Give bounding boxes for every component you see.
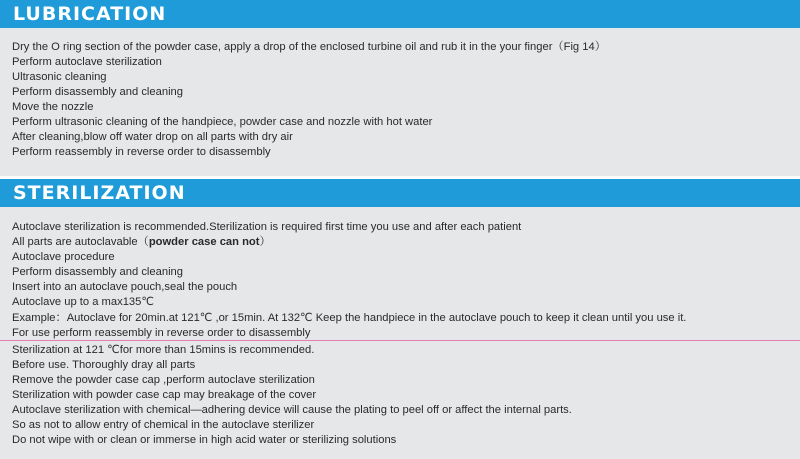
- lubrication-header: [0, 0, 800, 28]
- sterilization-line: Sterilization with powder case cap may breakage of the cover: [12, 389, 317, 401]
- lubrication-line: Perform autoclave sterilization: [12, 56, 162, 68]
- lubrication-body: [0, 28, 800, 176]
- parts-prefix: All parts are autoclavable（: [12, 236, 149, 248]
- sterilization-line: Autoclave up to a max135℃: [12, 296, 154, 308]
- parts-suffix: ）: [259, 236, 271, 248]
- lubrication-line: Dry the O ring section of the powder case, apply a drop of the enclosed turbine oil and rub it in the your finger（Fig 14）: [12, 41, 606, 53]
- lubrication-line: Move the nozzle: [12, 101, 94, 113]
- sterilization-line: So as not to allow entry of chemical in the autoclave sterilizer: [12, 419, 315, 431]
- sterilization-line-parts: [12, 235, 271, 249]
- sterilization-line: Sterilization at 121 ℃for more than 15mins is recommended.: [12, 344, 315, 356]
- lubrication-line: After cleaning,blow off water drop on all parts with dry air: [12, 131, 293, 143]
- lubrication-line: Perform ultrasonic cleaning of the handpiece, powder case and nozzle with hot water: [12, 116, 433, 128]
- sterilization-line: Example：Autoclave for 20min.at 121℃ ,or 15min. At 132℃ Keep the handpiece in the autoclave pouch to keep it clean until you use it.: [12, 312, 687, 324]
- sterilization-header: [0, 179, 800, 207]
- sterilization-line: Remove the powder case cap ,perform autoclave sterilization: [12, 374, 315, 386]
- sterilization-line: Autoclave sterilization is recommended.Sterilization is required first time you use and after each patient: [12, 221, 522, 233]
- pink-divider: [0, 340, 800, 341]
- sterilization-line: Insert into an autoclave pouch,seal the pouch: [12, 281, 238, 293]
- sterilization-title: STERILIZATION: [13, 182, 186, 204]
- sterilization-line: Autoclave procedure: [12, 251, 115, 263]
- lubrication-line: Ultrasonic cleaning: [12, 71, 107, 83]
- sterilization-line: For use perform reassembly in reverse order to disassembly: [12, 327, 311, 339]
- sterilization-line: Before use. Thoroughly dray all parts: [12, 359, 196, 371]
- powder-case-warning: powder case can not: [148, 236, 260, 248]
- lubrication-line: Perform disassembly and cleaning: [12, 86, 184, 98]
- sterilization-body: [0, 207, 800, 459]
- lubrication-line: Perform reassembly in reverse order to disassembly: [12, 146, 271, 158]
- sterilization-line: Do not wipe with or clean or immerse in high acid water or sterilizing solutions: [12, 434, 397, 446]
- sterilization-line: Perform disassembly and cleaning: [12, 266, 184, 278]
- lubrication-title: LUBRICATION: [13, 3, 167, 25]
- sterilization-line: Autoclave sterilization with chemical—adhering device will cause the plating to peel off or affect the internal parts.: [12, 404, 572, 416]
